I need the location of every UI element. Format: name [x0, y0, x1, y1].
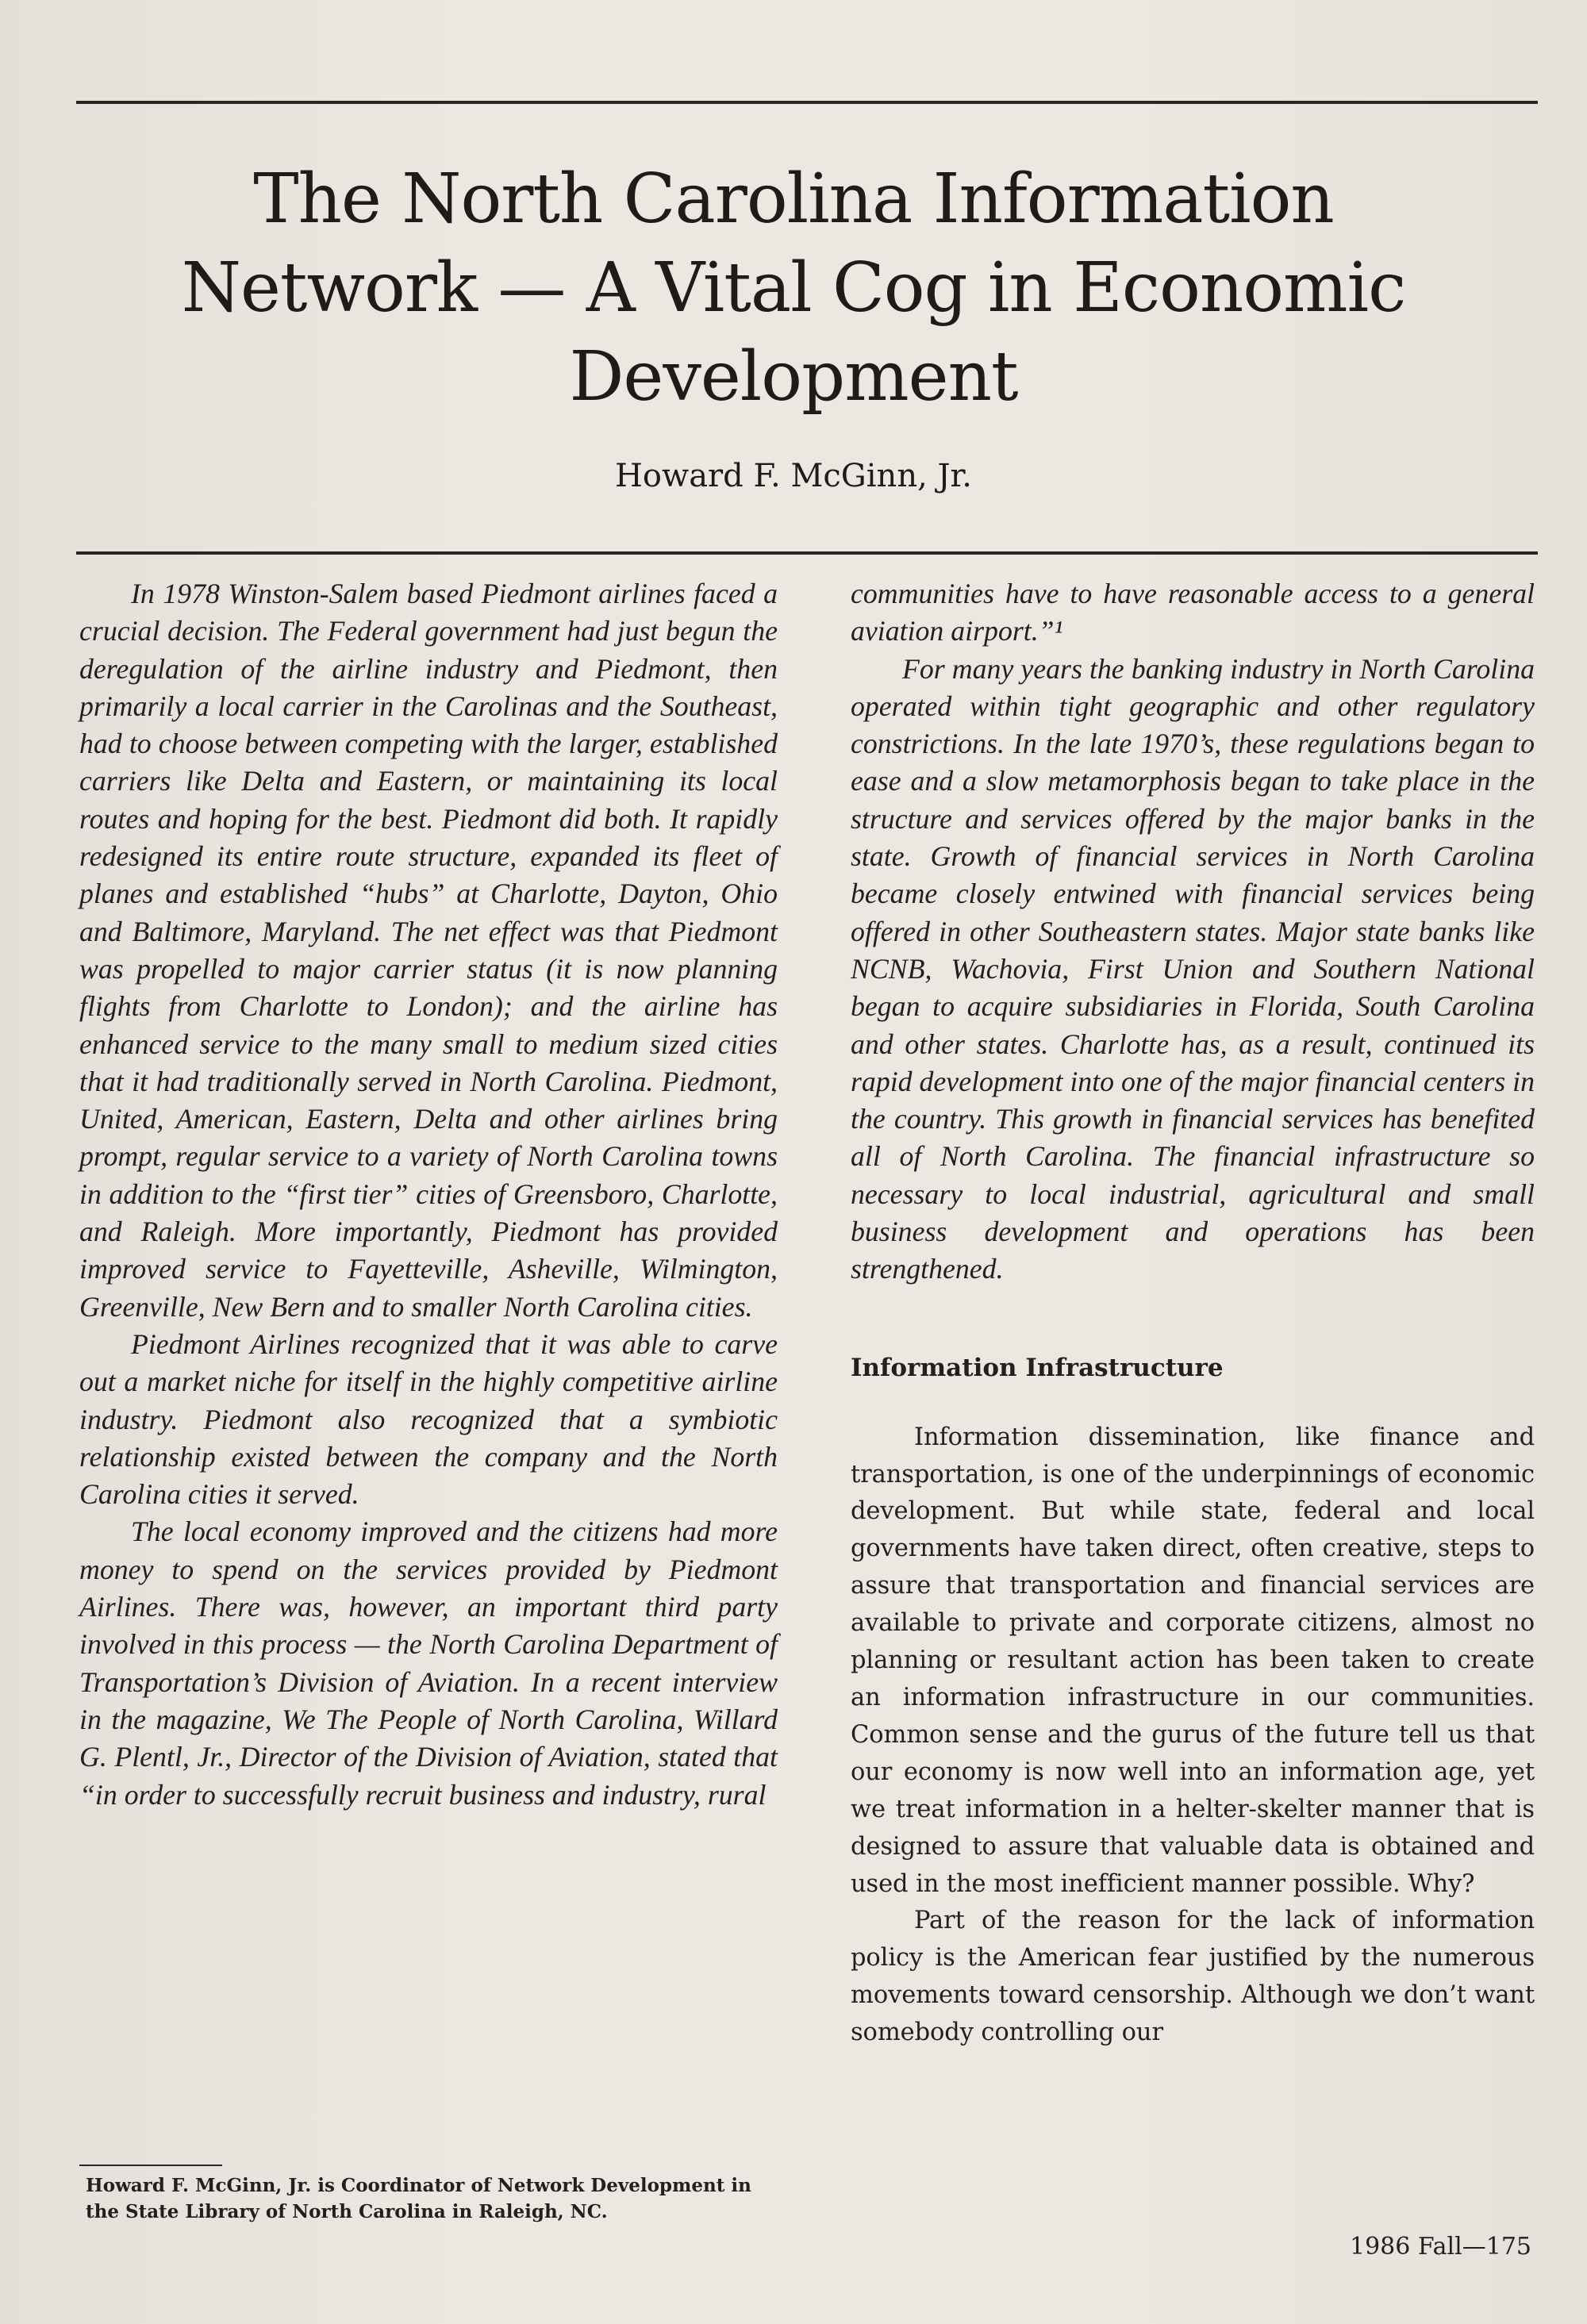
- header-rule: [76, 551, 1538, 555]
- page-folio: 1986 Fall—175: [1350, 2233, 1531, 2261]
- paragraph: For many years the banking industry in North Carolina operated within tight geographic and other regulatory constrictions. In the late 1970’s, these regulations began to ease and a slow metamorphosis began to take place in the structure and services offered by the major banks in the state. Growth of financial services in North Carolina became closely entwined with financial services being offered in other Southeastern states. Major state banks like NCNB, Wachovia, First Union and Southern National began to acquire subsidiaries in Florida, South Carolina and other states. Charlotte has, as a result, continued its rapid development into one of the major financial centers in the country. This growth in financial services has benefited all of North Carolina. The financial infrastructure so necessary to local industrial, agricultural and small business development and operations has been strengthened.: [851, 652, 1535, 1285]
- paragraph: In 1978 Winston-Salem based Piedmont airlines faced a crucial decision. The Federal government had just begun the deregulation of the airline industry and Piedmont, then primarily a local carrier in the Carolinas and the Southeast, had to choose between competing with the larger, established carriers like Delta and Eastern, or maintaining its local routes and hoping for the best. Piedmont did both. It rapidly redesigned its entire route structure, expanded its fleet of planes and established “hubs” at Charlotte, Dayton, Ohio and Baltimore, Maryland. The net effect was that Piedmont was propelled to major carrier status (it is now planning flights from Charlotte to London); and the airline has enhanced service to the many small to medium sized cities that it had traditionally served in North Carolina. Piedmont, United, American, Eastern, Delta and other airlines bring prompt, regular service to a variety of North Carolina towns in addition to the “first tier” cities of Greensboro, Charlotte, and Raleigh. More importantly, Piedmont has provided improved service to Fayetteville, Asheville, Wilmington, Greenville, New Bern and to smaller North Carolina cities.: [79, 578, 778, 1323]
- paragraph: communities have to have reasonable access to a general aviation airport.”¹: [851, 578, 1535, 647]
- author-footnote: Howard F. McGinn, Jr. is Coordinator of Network Development in the State Library of North Carolina in Raleigh, NC.: [86, 2175, 751, 2222]
- paragraph: The local economy improved and the citizens had more money to spend on the services provided by Piedmont Airlines. There was, however, an important third party involved in this process — the North Carolina Department of Transportation’s Division of Aviation. In a recent interview in the magazine, We The People of North Carolina, Willard G. Plentl, Jr., Director of the Division of Aviation, stated that “in order to successfully recruit business and industry, rural: [79, 1515, 778, 1811]
- paragraph: Part of the reason for the lack of information policy is the American fear justified by the numerous movements toward censorship. Although we don’t want somebody controlling our: [851, 1907, 1535, 2047]
- paragraph: Information dissemination, like finance and transportation, is one of the underpinnings of economic development. But while state, federal and local governments have taken direct, often creative, steps to assure that transportation and financial services are available to private and corporate citizens, almost no planning or resultant action has been taken to create an information infrastructure in our communities. Common sense and the gurus of the future tell us that our economy is now well into an information age, yet we treat information in a helter-skelter manner that is designed to assure that valuable data is obtained and used in the most inefficient manner possible. Why?: [851, 1423, 1535, 1898]
- article-title: The North Carolina Information Network — A Vital Cog in Economic Development: [181, 159, 1406, 417]
- paragraph: Piedmont Airlines recognized that it was able to carve out a market niche for itself in the highly competitive airline industry. Piedmont also recognized that a symbiotic relationship existed between the company and the North Carolina cities it served.: [79, 1327, 778, 1511]
- top-rule: [76, 101, 1538, 104]
- section-heading: Information Infrastructure: [851, 1353, 1224, 1382]
- right-column: [851, 575, 1535, 2052]
- article-author: Howard F. McGinn, Jr.: [615, 458, 972, 494]
- footnote-rule: [79, 2165, 222, 2166]
- left-column: [79, 575, 778, 1814]
